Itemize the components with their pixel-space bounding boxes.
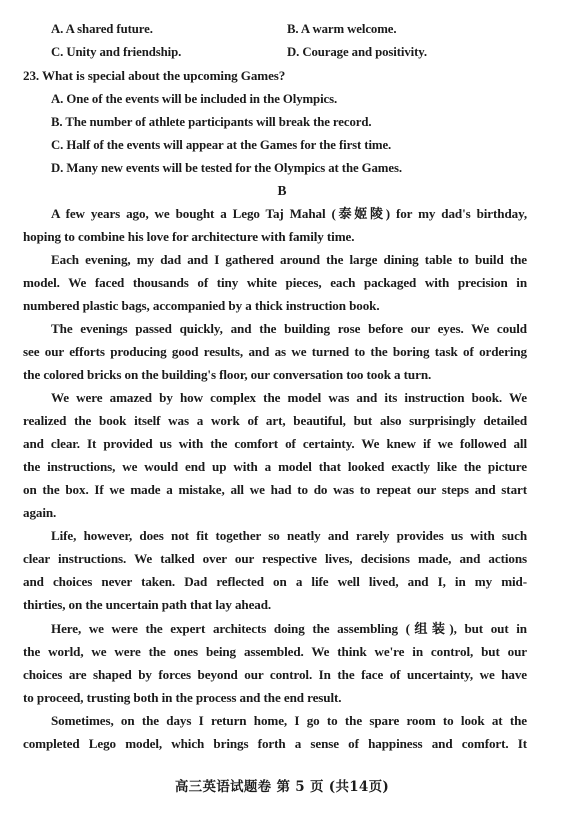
section-b-title: B: [277, 183, 287, 198]
passage-line: Here, we were the expert architects doing the assembling (组装), but out in: [51, 621, 527, 636]
q22-option-c: C. Unity and friendship.: [51, 45, 182, 59]
passage-line: Each evening, my dad and I gathered around the large dining table to build the: [51, 252, 527, 267]
passage-line: numbered plastic bags, accompanied by a thick instruction book.: [23, 298, 380, 313]
passage-line: and choices never taken. Dad reflected on a life well lived, and I, in my mid-: [23, 574, 527, 589]
q23-option-d: D. Many new events will be tested for the Olympics at the Games.: [51, 161, 402, 175]
passage-line: the colored bricks on the building's floor, our conversation too took a turn.: [23, 367, 432, 382]
passage-line: A few years ago, we bought a Lego Taj Mahal (泰姬陵) for my dad's birthday,: [51, 206, 527, 221]
q23-option-a: A. One of the events will be included in the Olympics.: [51, 92, 338, 106]
passage-line: Sometimes, on the days I return home, I go to the spare room to look at the: [51, 713, 527, 728]
passage-line: Life, however, does not fit together so neatly and rarely provides us with such: [51, 528, 527, 543]
q22-option-b: B. A warm welcome.: [287, 22, 397, 36]
passage-line: The evenings passed quickly, and the building rose before our eyes. We could: [51, 321, 527, 336]
q22-option-a: A. A shared future.: [51, 22, 153, 36]
passage-line: hoping to combine his love for architecture with family time.: [23, 229, 355, 244]
page-footer: 高三英语试题卷 第 5 页 (共14页): [174, 779, 390, 795]
passage-line: choices are shaped by forces beyond our control. In the face of uncertainty, we have: [23, 667, 527, 682]
passage-line: model. We faced thousands of tiny white pieces, each packaged with precision in: [23, 275, 527, 290]
passage-line: the world, we were the ones being assembled. We think we're in control, but our: [23, 644, 527, 659]
passage-line: the instructions, we would end up with a model that looked exactly like the picture: [23, 459, 527, 474]
passage-line: We were amazed by how complex the model was and its instruction book. We: [51, 390, 527, 405]
passage-line: realized the book itself was a work of art, beautiful, but also surprisingly detailed: [23, 413, 527, 428]
q23-option-b: B. The number of athlete participants will break the record.: [51, 115, 372, 129]
q22-option-d: D. Courage and positivity.: [287, 45, 427, 59]
passage-line: to proceed, trusting both in the process and the end result.: [23, 690, 342, 705]
q23-option-c: C. Half of the events will appear at the Games for the first time.: [51, 138, 392, 152]
passage-line: completed Lego model, which brings forth a sense of happiness and comfort. It: [23, 736, 527, 751]
passage-line: again.: [23, 505, 57, 520]
passage-line: on the box. If we made a mistake, all we had to do was to repeat our steps and start: [23, 482, 527, 497]
passage-line: and clear. It provided us with the comfort of certainty. We knew if we followed all: [23, 436, 527, 451]
passage-line: see our efforts producing good results, and as we turned to the boring task of ordering: [23, 344, 527, 359]
passage-line: clear instructions. We talked over our respective lives, decisions made, and actions: [23, 551, 527, 566]
passage-line: thirties, on the uncertain path that lay ahead.: [23, 597, 272, 612]
q23-stem: 23. What is special about the upcoming Games?: [23, 68, 286, 83]
